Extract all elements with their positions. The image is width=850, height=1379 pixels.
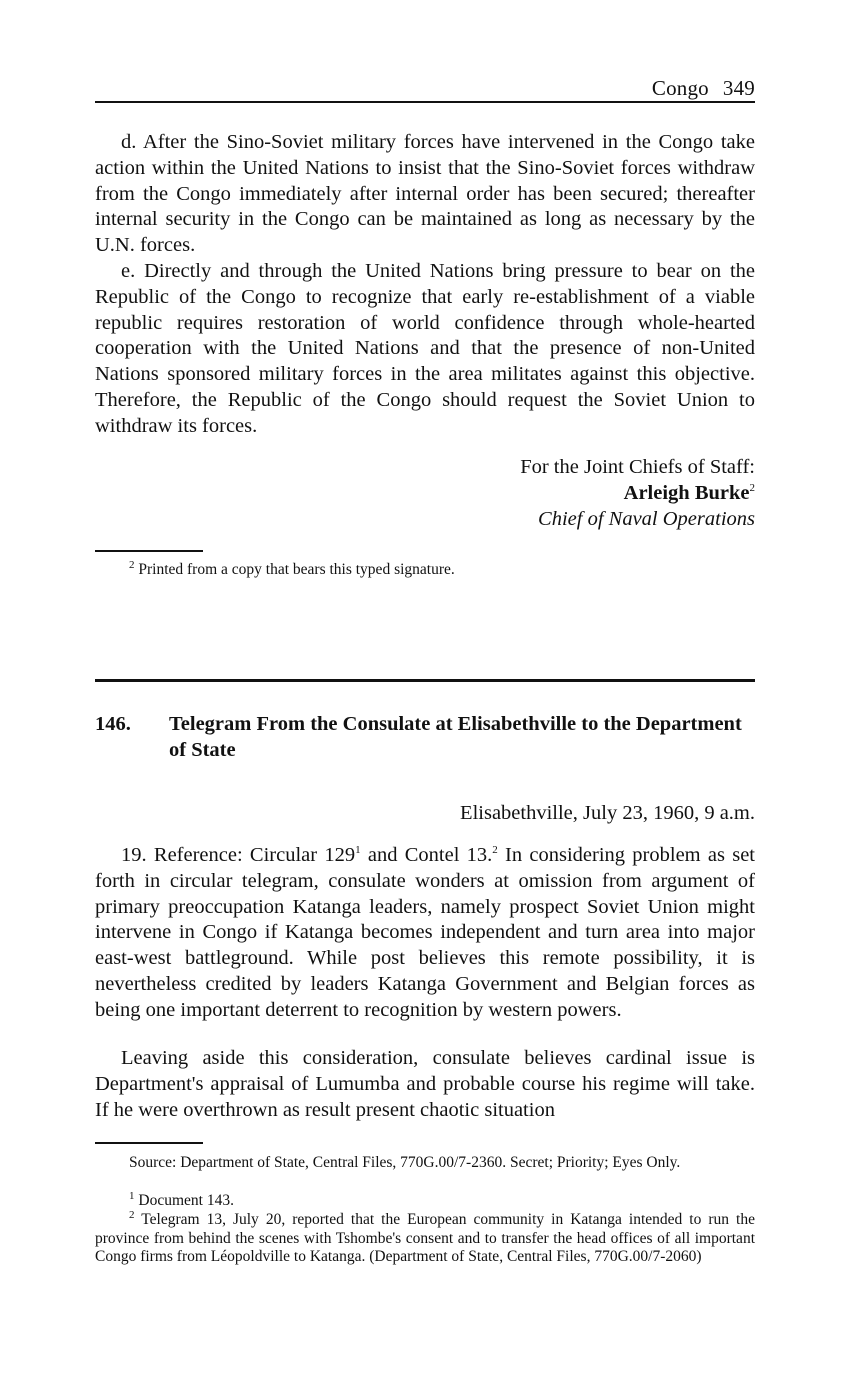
signature-line: For the Joint Chiefs of Staff: [520, 456, 755, 478]
footnote-text: Printed from a copy that bears this typed signature. [138, 561, 455, 578]
footnote-ref: 1 [355, 844, 361, 857]
source-note: Source: Department of State, Central Files, 770G.00/7-2360. Secret; Priority; Eyes Only. [129, 1154, 681, 1171]
footnote-marker: 2 [129, 558, 135, 571]
dateline: Elisabethville, July 23, 1960, 9 a.m. [460, 802, 755, 824]
footnote-ref: 2 [492, 844, 498, 857]
telegram-paragraph-2: Leaving aside this consideration, consulate believes cardinal issue is Department's appraisal of Lumumba and probable course his regime will take. If he were overthrown as result present chaotic situation [95, 1047, 755, 1121]
footnote-rule [95, 550, 203, 552]
running-head [652, 76, 755, 101]
paragraph-d: d. After the Sino-Soviet military forces have intervened in the Congo take action within the United Nations to insist that the Sino-Soviet forces withdraw from the Congo immediately after internal order has been secured; thereafter internal security in the Congo can be maintained as long as necessary by the U.N. forces. [95, 131, 755, 257]
footnote-2 [95, 1208, 755, 1267]
page-number: 349 [722, 76, 755, 100]
paragraph-e: e. Directly and through the United Nations bring pressure to bear on the Republic of the Congo to recognize that early re-establishment of a viable republic requires restoration of world confidence through whole-hearted cooperation with the United Nations and that the presence of non-United Nations sponsored military forces in the area militates against this objective. Therefore, the Republic of the Congo should request the Soviet Union to withdraw its forces. [95, 260, 755, 437]
running-head-title: Congo [651, 76, 709, 100]
footnote-ref: 2 [749, 481, 755, 494]
document-title: Telegram From the Consulate at Elisabethville to the Department of State [169, 713, 742, 761]
document-heading [95, 711, 755, 763]
section-divider [95, 679, 755, 682]
signature-block [520, 455, 755, 532]
footnote-marker: 1 [129, 1189, 135, 1202]
footnote-text: Telegram 13, July 20, reported that the European community in Katanga intended to run the province from behind the scenes with Tshombe's consent and to transfer the head offices of all important Congo firms from Léopoldville to Katanga. (Department of State, Central Files, 770G.00/7-2060) [95, 1211, 755, 1265]
signature-name: Arleigh Burke [623, 481, 750, 504]
footnote-marker: 2 [129, 1208, 135, 1221]
telegram-paragraph-1: 19. Reference: Circular $129^1$ and Contel 13.$^2$ In considering problem as set forth in circular telegram, consulate wonders at omission from argument of primary preoccupation Katanga leaders, namely prospect Soviet Union might intervene in Congo if Katanga becomes independent and turn area into major east-west battleground. While post believes this remote possibility, it is nevertheless credited by leaders Katanga Government and Belgian forces as being one important deterrent to recognition by western powers. [95, 844, 756, 1021]
footnote-1 [95, 1189, 755, 1211]
document-number: 146. [95, 713, 131, 735]
signature-title: Chief of Naval Operations [538, 507, 755, 530]
footnote-rule [95, 1142, 203, 1144]
footnote-text: Document 143. [138, 1192, 234, 1209]
header-rule [95, 101, 755, 103]
footnote-signature [95, 558, 755, 580]
